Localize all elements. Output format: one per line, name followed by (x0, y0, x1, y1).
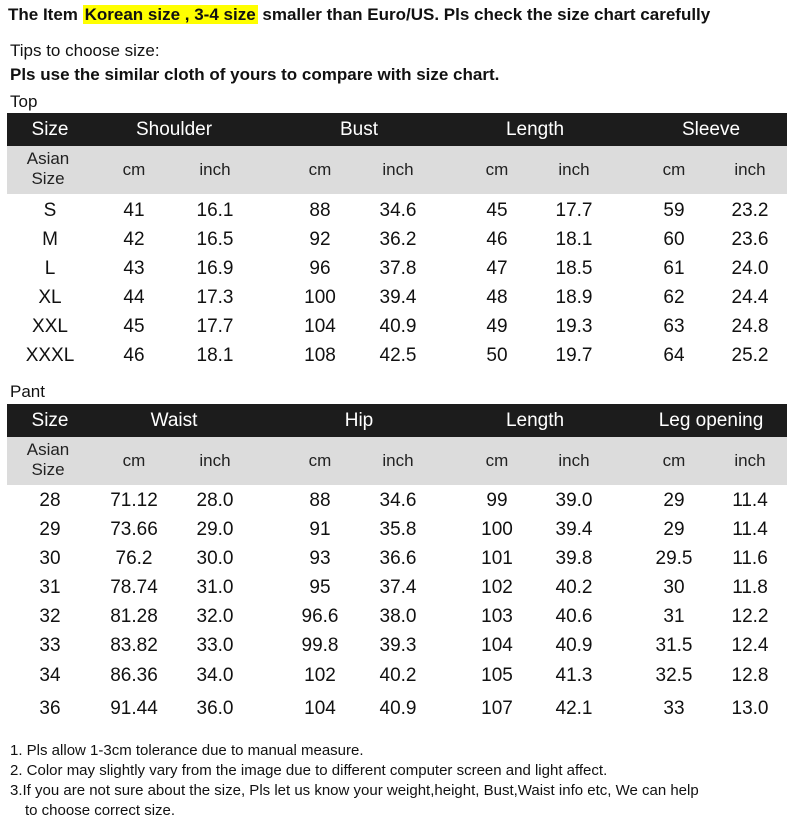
tips-title: Tips to choose size: (10, 41, 160, 60)
value-cell: 101 (481, 548, 513, 569)
value-cell: 36.0 (196, 698, 234, 719)
notes (10, 741, 699, 821)
value-cell: 93 (309, 548, 331, 569)
value-cell: 30.0 (196, 548, 234, 569)
unit-inch: inch (199, 451, 231, 470)
table-row (7, 254, 787, 283)
table-row (7, 660, 787, 692)
pant-size-table (7, 404, 787, 725)
top-col-bust: Bust (339, 119, 379, 140)
size-cell: 32 (39, 606, 61, 627)
value-cell: 105 (481, 665, 513, 686)
size-cell: XXL (32, 316, 68, 337)
value-cell: 40.6 (555, 606, 593, 627)
value-cell: 17.7 (555, 200, 593, 221)
value-cell: 59 (663, 200, 685, 221)
unit-cm: cm (485, 451, 509, 470)
value-cell: 102 (481, 577, 513, 598)
value-cell: 88 (309, 490, 331, 511)
unit-cm: cm (122, 451, 146, 470)
size-cell: M (42, 229, 58, 250)
value-cell: 29 (663, 490, 685, 511)
value-cell: 19.3 (555, 316, 593, 337)
value-cell: 60 (663, 229, 685, 250)
value-cell: 104 (481, 635, 513, 656)
value-cell: 12.8 (731, 665, 769, 686)
value-cell: 17.7 (196, 316, 234, 337)
value-cell: 39.4 (379, 287, 417, 308)
value-cell: 38.0 (379, 606, 417, 627)
value-cell: 24.0 (731, 258, 769, 279)
unit-inch: inch (734, 451, 766, 470)
value-cell: 104 (304, 698, 336, 719)
value-cell: 34.6 (379, 490, 417, 511)
top-rows (7, 196, 787, 370)
value-cell: 91.44 (110, 698, 158, 719)
value-cell: 31 (663, 606, 685, 627)
pant-col-length: Length (505, 410, 565, 431)
asian-line1: Asian (26, 440, 70, 459)
value-cell: 50 (486, 345, 508, 366)
top-col-size: Size (31, 119, 69, 140)
value-cell: 29.5 (655, 548, 693, 569)
headline (8, 4, 710, 26)
unit-inch: inch (734, 160, 766, 179)
value-cell: 34.0 (196, 665, 234, 686)
size-cell: 31 (39, 577, 61, 598)
value-cell: 62 (663, 287, 685, 308)
top-size-table (7, 113, 787, 370)
value-cell: 29 (663, 519, 685, 540)
value-cell: 49 (486, 316, 508, 337)
value-cell: 46 (486, 229, 508, 250)
top-asian-size-label (27, 149, 70, 189)
value-cell: 36.6 (379, 548, 417, 569)
headline-suffix: smaller than Euro/US. Pls check the size chart carefully (257, 5, 711, 24)
value-cell: 63 (663, 316, 685, 337)
unit-cm: cm (122, 160, 146, 179)
value-cell: 47 (486, 258, 508, 279)
pant-asian-size-label (27, 440, 70, 480)
table-row (7, 196, 787, 225)
value-cell: 61 (663, 258, 685, 279)
value-cell: 96.6 (301, 606, 339, 627)
value-cell: 16.5 (196, 229, 234, 250)
value-cell: 41.3 (555, 665, 593, 686)
unit-inch: inch (199, 160, 231, 179)
value-cell: 23.6 (731, 229, 769, 250)
value-cell: 81.28 (110, 606, 158, 627)
top-header-row (7, 113, 787, 146)
value-cell: 39.8 (555, 548, 593, 569)
value-cell: 36.2 (379, 229, 417, 250)
pant-col-size: Size (31, 410, 69, 431)
value-cell: 18.9 (555, 287, 593, 308)
value-cell: 44 (123, 287, 145, 308)
value-cell: 40.9 (379, 316, 417, 337)
value-cell: 33.0 (196, 635, 234, 656)
value-cell: 31.0 (196, 577, 234, 598)
unit-cm: cm (662, 160, 686, 179)
value-cell: 102 (304, 665, 336, 686)
asian-line2: Size (31, 169, 65, 188)
value-cell: 40.9 (379, 698, 417, 719)
value-cell: 71.12 (110, 490, 158, 511)
table-row (7, 573, 787, 602)
pant-col-hip: Hip (344, 410, 374, 431)
value-cell: 40.2 (379, 665, 417, 686)
top-unit-row (7, 146, 787, 194)
value-cell: 32.0 (196, 606, 234, 627)
pant-rows (7, 486, 787, 725)
value-cell: 18.1 (196, 345, 234, 366)
unit-cm: cm (485, 160, 509, 179)
table-row (7, 341, 787, 370)
value-cell: 31.5 (655, 635, 693, 656)
value-cell: 103 (481, 606, 513, 627)
value-cell: 100 (481, 519, 513, 540)
value-cell: 32.5 (655, 665, 693, 686)
headline-highlight: Korean size , 3-4 size (84, 5, 256, 24)
value-cell: 37.8 (379, 258, 417, 279)
size-cell: 34 (39, 665, 61, 686)
value-cell: 34.6 (379, 200, 417, 221)
asian-line1: Asian (26, 149, 70, 168)
note-2: 2. Color may slightly vary from the image due to different computer screen and light affect. (10, 762, 608, 779)
table-row (7, 544, 787, 573)
table-row (7, 602, 787, 631)
size-cell: 29 (39, 519, 61, 540)
value-cell: 45 (123, 316, 145, 337)
value-cell: 18.5 (555, 258, 593, 279)
unit-cm: cm (308, 160, 332, 179)
value-cell: 46 (123, 345, 145, 366)
value-cell: 12.4 (731, 635, 769, 656)
tips-note: Pls use the similar cloth of yours to compare with size chart. (10, 65, 500, 84)
value-cell: 88 (309, 200, 331, 221)
value-cell: 48 (486, 287, 508, 308)
value-cell: 95 (309, 577, 331, 598)
value-cell: 18.1 (555, 229, 593, 250)
value-cell: 92 (309, 229, 331, 250)
value-cell: 11.6 (732, 548, 768, 569)
size-cell: 28 (39, 490, 61, 511)
unit-cm: cm (662, 451, 686, 470)
value-cell: 96 (309, 258, 331, 279)
unit-inch: inch (382, 451, 414, 470)
pant-col-waist: Waist (150, 410, 198, 431)
value-cell: 83.82 (110, 635, 158, 656)
value-cell: 28.0 (196, 490, 234, 511)
value-cell: 11.4 (732, 490, 768, 511)
value-cell: 73.66 (110, 519, 158, 540)
value-cell: 39.4 (555, 519, 593, 540)
size-cell: XL (38, 287, 62, 308)
value-cell: 23.2 (731, 200, 769, 221)
top-col-shoulder: Shoulder (135, 119, 213, 140)
value-cell: 104 (304, 316, 336, 337)
value-cell: 76.2 (115, 548, 153, 569)
value-cell: 37.4 (379, 577, 417, 598)
size-cell: 30 (39, 548, 61, 569)
asian-line2: Size (31, 460, 65, 479)
note-1: 1. Pls allow 1-3cm tolerance due to manual measure. (10, 742, 364, 759)
size-cell: XXXL (25, 345, 75, 366)
value-cell: 24.8 (731, 316, 769, 337)
table-row (7, 631, 787, 660)
value-cell: 11.8 (732, 577, 768, 598)
size-cell: L (44, 258, 56, 279)
pant-header-row (7, 404, 787, 437)
table-row (7, 312, 787, 341)
note-3: 3.If you are not sure about the size, Pls let us know your weight,height, Bust,Waist info etc, We can help (10, 782, 699, 799)
pant-col-leg-opening: Leg opening (658, 410, 764, 431)
unit-inch: inch (558, 160, 590, 179)
pant-section-label: Pant (10, 382, 45, 401)
value-cell: 25.2 (731, 345, 769, 366)
value-cell: 86.36 (110, 665, 158, 686)
value-cell: 12.2 (731, 606, 769, 627)
value-cell: 100 (304, 287, 336, 308)
value-cell: 108 (304, 345, 336, 366)
value-cell: 78.74 (110, 577, 158, 598)
value-cell: 33 (663, 698, 685, 719)
table-row (7, 283, 787, 312)
unit-inch: inch (558, 451, 590, 470)
value-cell: 16.9 (196, 258, 234, 279)
value-cell: 19.7 (555, 345, 593, 366)
headline-prefix: The Item (8, 5, 83, 24)
value-cell: 40.2 (555, 577, 593, 598)
value-cell: 16.1 (196, 200, 234, 221)
unit-cm: cm (308, 451, 332, 470)
value-cell: 39.0 (555, 490, 593, 511)
value-cell: 42.1 (555, 698, 593, 719)
value-cell: 17.3 (196, 287, 234, 308)
value-cell: 24.4 (731, 287, 769, 308)
value-cell: 42.5 (379, 345, 417, 366)
value-cell: 43 (123, 258, 145, 279)
pant-unit-row (7, 437, 787, 485)
size-cell: 33 (39, 635, 61, 656)
top-col-sleeve: Sleeve (681, 119, 741, 140)
value-cell: 39.3 (379, 635, 417, 656)
value-cell: 91 (309, 519, 331, 540)
table-row (7, 692, 787, 725)
value-cell: 64 (663, 345, 685, 366)
size-cell: S (43, 200, 57, 221)
table-row (7, 486, 787, 515)
table-row (7, 515, 787, 544)
top-col-length: Length (505, 119, 565, 140)
value-cell: 42 (123, 229, 145, 250)
top-section-label: Top (10, 92, 38, 111)
table-row (7, 225, 787, 254)
value-cell: 45 (486, 200, 508, 221)
unit-inch: inch (382, 160, 414, 179)
value-cell: 35.8 (379, 519, 417, 540)
value-cell: 41 (123, 200, 145, 221)
value-cell: 107 (481, 698, 513, 719)
value-cell: 11.4 (732, 519, 768, 540)
value-cell: 29.0 (196, 519, 234, 540)
value-cell: 40.9 (555, 635, 593, 656)
value-cell: 13.0 (731, 698, 769, 719)
value-cell: 30 (663, 577, 685, 598)
value-cell: 99.8 (301, 635, 339, 656)
value-cell: 99 (486, 490, 508, 511)
note-3-continued: to choose correct size. (25, 802, 176, 819)
size-cell: 36 (39, 698, 61, 719)
